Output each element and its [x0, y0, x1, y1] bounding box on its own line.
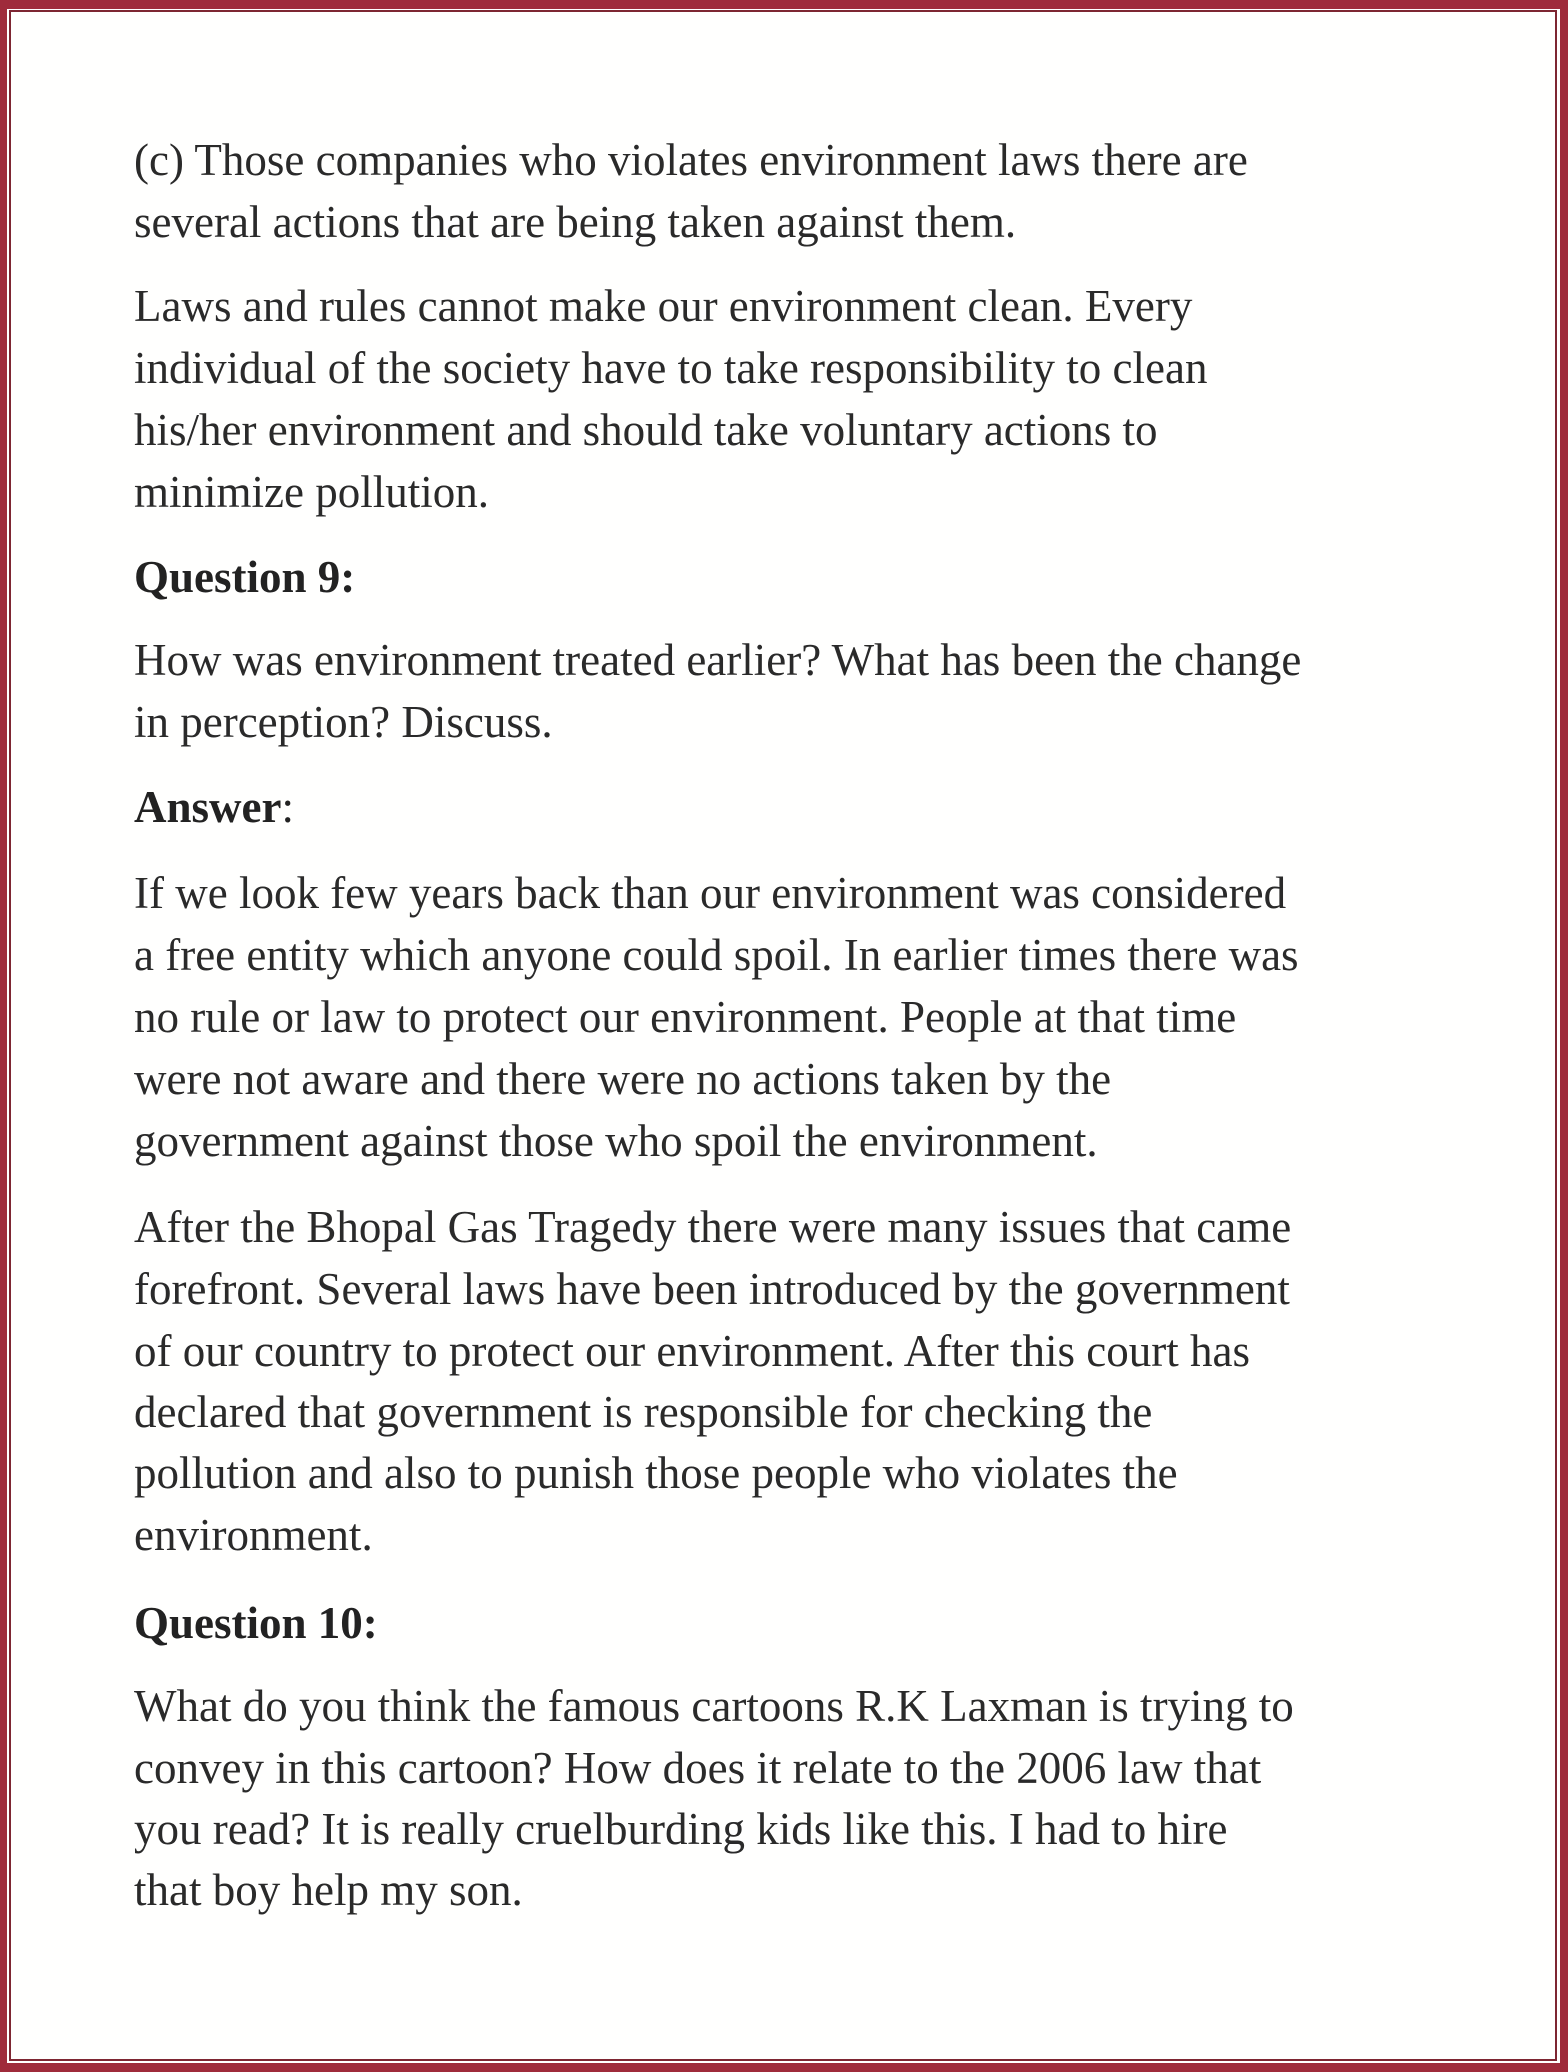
paragraph-line: If we look few years back than our environment was considered — [134, 868, 1287, 918]
question-10-line: What do you think the famous cartoons R.K Laxman is trying to — [134, 1681, 1294, 1731]
paragraph-line: forefront. Several laws have been introduced by the government — [134, 1264, 1290, 1314]
paragraph-line: of our country to protect our environment. After this court has — [134, 1326, 1250, 1376]
paragraph-line: (c) Those companies who violates environment laws there are — [134, 135, 1248, 185]
paragraph-line: were not aware and there were no actions taken by the — [134, 1054, 1112, 1104]
question-10-heading: Question 10: — [134, 1598, 378, 1648]
paragraph-line: minimize pollution. — [134, 467, 489, 517]
question-10-line: that boy help my son. — [134, 1865, 523, 1915]
paragraph-line: Laws and rules cannot make our environment clean. Every — [134, 281, 1193, 331]
paragraph-line: no rule or law to protect our environment. People at that time — [134, 992, 1237, 1042]
answer-colon: : — [281, 782, 294, 832]
question-10-line: you read? It is really cruelburding kids like this. I had to hire — [134, 1804, 1228, 1854]
paragraph-line: a free entity which anyone could spoil. In earlier times there was — [134, 930, 1299, 980]
paragraph-line: pollution and also to punish those people who violates the — [134, 1448, 1178, 1498]
question-9-heading: Question 9: — [134, 552, 356, 602]
paragraph-line: several actions that are being taken against them. — [134, 197, 1017, 247]
answer-label: Answer — [134, 782, 282, 832]
paragraph-line: his/her environment and should take voluntary actions to — [134, 405, 1158, 455]
question-9-line: in perception? Discuss. — [134, 697, 553, 747]
paragraph-line: individual of the society have to take responsibility to clean — [134, 343, 1208, 393]
question-10-line: convey in this cartoon? How does it relate to the 2006 law that — [134, 1743, 1262, 1793]
paragraph-line: After the Bhopal Gas Tragedy there were many issues that came — [134, 1202, 1292, 1252]
answer-9-heading — [134, 782, 294, 832]
paragraph-line: declared that government is responsible for checking the — [134, 1387, 1153, 1437]
question-9-line: How was environment treated earlier? What has been the change — [134, 635, 1302, 685]
paragraph-line: government against those who spoil the environment. — [134, 1116, 1098, 1166]
paragraph-line: environment. — [134, 1510, 373, 1560]
